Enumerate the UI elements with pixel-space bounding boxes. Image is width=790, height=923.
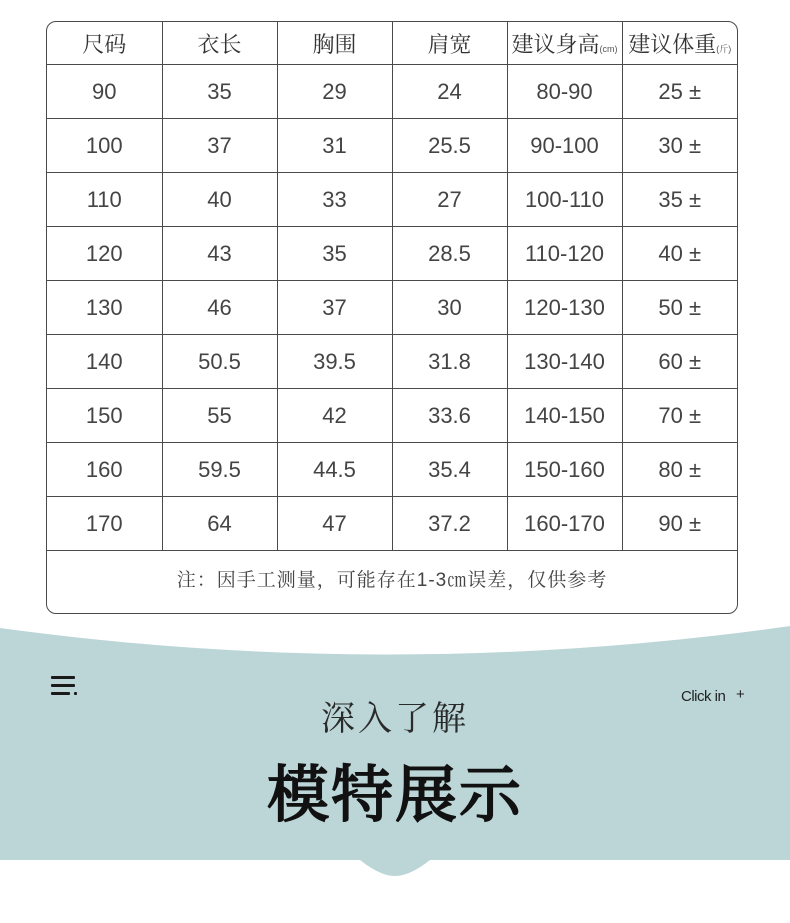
plus-icon[interactable]: + — [736, 686, 745, 703]
section-subtitle: 深入了解 — [321, 700, 469, 738]
table-cell: 55 — [162, 389, 277, 443]
table-cell: 110 — [47, 173, 162, 227]
table-cell: 60 ± — [622, 335, 737, 389]
table-cell: 70 ± — [622, 389, 737, 443]
table-row — [47, 389, 737, 443]
table-row — [47, 335, 737, 389]
measurement-note: 注：因手工测量，可能存在1-3㎝误差，仅供参考 — [176, 570, 608, 591]
table-cell: 150 — [47, 389, 162, 443]
table-cell: 47 — [277, 497, 392, 551]
table-cell: 37 — [162, 119, 277, 173]
table-cell: 30 ± — [622, 119, 737, 173]
size-chart — [46, 21, 738, 614]
table-cell: 50.5 — [162, 335, 277, 389]
table-cell: 42 — [277, 389, 392, 443]
table-cell: 44.5 — [277, 443, 392, 497]
table-cell: 31.8 — [392, 335, 507, 389]
table-row — [47, 497, 737, 551]
table-cell: 100-110 — [507, 173, 622, 227]
table-cell: 170 — [47, 497, 162, 551]
table-cell: 90 ± — [622, 497, 737, 551]
column-header-label: 建议体重 — [628, 31, 717, 57]
table-cell: 46 — [162, 281, 277, 335]
table-cell: 130-140 — [507, 335, 622, 389]
column-header-label: 胸围 — [312, 31, 357, 57]
table-cell: 33.6 — [392, 389, 507, 443]
table-cell: 80-90 — [507, 65, 622, 119]
click-in-link[interactable]: Click in — [681, 688, 726, 705]
table-cell: 90 — [47, 65, 162, 119]
table-row — [47, 281, 737, 335]
table-cell: 160 — [47, 443, 162, 497]
table-cell: 25.5 — [392, 119, 507, 173]
table-cell: 140-150 — [507, 389, 622, 443]
table-cell: 35 — [277, 227, 392, 281]
table-cell: 110-120 — [507, 227, 622, 281]
table-cell: 90-100 — [507, 119, 622, 173]
table-cell: 37 — [277, 281, 392, 335]
header-row — [47, 22, 737, 65]
column-header — [47, 22, 162, 65]
table-cell: 24 — [392, 65, 507, 119]
table-cell: 140 — [47, 335, 162, 389]
table-cell: 40 — [162, 173, 277, 227]
table-row — [47, 65, 737, 119]
table-row — [47, 443, 737, 497]
column-header-label: 尺码 — [82, 31, 127, 57]
column-header-label: 建议身高 — [511, 31, 600, 57]
table-cell: 130 — [47, 281, 162, 335]
table-row — [47, 119, 737, 173]
column-header-unit: (斤) — [716, 43, 732, 54]
table-cell: 27 — [392, 173, 507, 227]
table-cell: 43 — [162, 227, 277, 281]
column-header — [622, 22, 737, 65]
table-cell: 120-130 — [507, 281, 622, 335]
table-cell: 25 ± — [622, 65, 737, 119]
table-cell: 39.5 — [277, 335, 392, 389]
table-cell: 33 — [277, 173, 392, 227]
table-cell: 40 ± — [622, 227, 737, 281]
column-header — [162, 22, 277, 65]
column-header-unit: (cm) — [599, 43, 618, 54]
column-header — [277, 22, 392, 65]
table-body — [47, 65, 737, 551]
table-row — [47, 227, 737, 281]
table-cell: 50 ± — [622, 281, 737, 335]
table-cell: 28.5 — [392, 227, 507, 281]
table-cell: 30 — [392, 281, 507, 335]
table-cell: 29 — [277, 65, 392, 119]
table-cell: 120 — [47, 227, 162, 281]
table-cell: 35.4 — [392, 443, 507, 497]
table-cell: 150-160 — [507, 443, 622, 497]
table-cell: 37.2 — [392, 497, 507, 551]
table-cell: 59.5 — [162, 443, 277, 497]
table-cell: 100 — [47, 119, 162, 173]
table-row — [47, 173, 737, 227]
column-header-label: 肩宽 — [427, 31, 472, 57]
table-cell: 31 — [277, 119, 392, 173]
section-title: 模特展示 — [266, 761, 523, 830]
size-table — [47, 22, 737, 551]
column-header — [507, 22, 622, 65]
table-cell: 160-170 — [507, 497, 622, 551]
column-header-label: 衣长 — [197, 31, 242, 57]
table-cell: 64 — [162, 497, 277, 551]
column-header — [392, 22, 507, 65]
table-cell: 35 ± — [622, 173, 737, 227]
table-cell: 35 — [162, 65, 277, 119]
table-cell: 80 ± — [622, 443, 737, 497]
